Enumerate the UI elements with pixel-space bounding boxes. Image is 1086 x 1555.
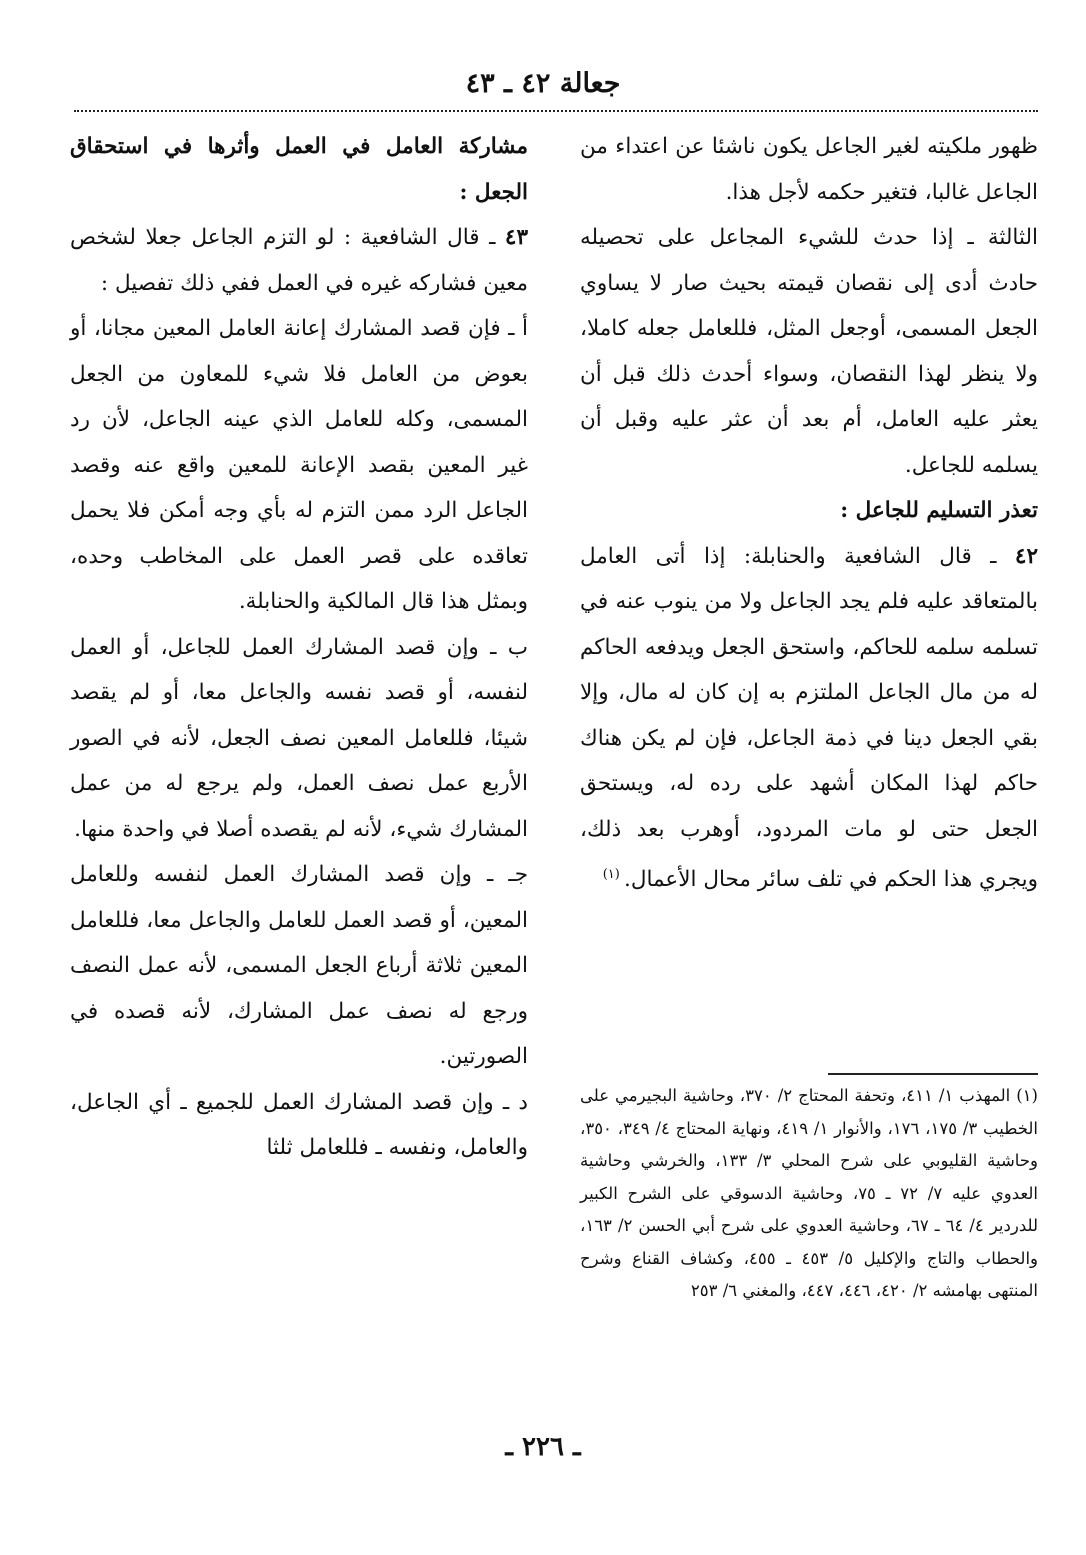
paragraph-number: ٤٣ bbox=[504, 225, 528, 250]
paragraph: جـ ـ وإن قصد المشارك العمل لنفسه وللعامل المعين، أو قصد العمل للعامل والجاعل معا، فللعامل المعين ثلاثة أرباع الجعل المسمى، لأنه عمل النصف ورجع له نصف عمل المشارك، لأنه قصده في الصورتين. bbox=[70, 862, 528, 1069]
right-column bbox=[580, 124, 1038, 903]
numbered-paragraph bbox=[70, 215, 528, 306]
paragraph: د ـ وإن قصد المشارك العمل للجميع ـ أي الجاعل، والعامل، ونفسه ـ فللعامل ثلثا bbox=[70, 1089, 528, 1160]
paragraph-text: ـ قال الشافعية والحنابلة: إذا أتى العامل بالمتعاقد عليه فلم يجد الجاعل ولا من ينوب عنه في تسلمه سلمه للحاكم، واستحق الجعل ويدفعه الحاكم له من مال الجاعل الملتزم به إن كان له مال، وإلا بقي الجعل دينا في ذمة الجاعل، فإن لم يكن هناك حاكم لهذا المكان أشهد على رده له، ويستحق الجعل حتى لو مات المردود، أوهرب بعد ذلك، ويجري هذا الحكم في تلف سائر محال الأعمال. bbox=[580, 543, 1038, 893]
paragraph bbox=[580, 215, 1038, 488]
section-heading: مشاركة العامل في العمل وأثرها في استحقاق الجعل : bbox=[70, 134, 528, 205]
paragraph-text: ـ قال الشافعية : لو التزم الجاعل جعلا لشخص معين فشاركه غيره في العمل ففي ذلك تفصيل : bbox=[70, 225, 528, 296]
footnote: (١) المهذب ١/ ٤١١، وتحفة المحتاج ٢/ ٣٧٠، وحاشية البجيرمي على الخطيب ٣/ ١٧٥، ١٧٦، والأنوار ١/ ٤١٩، ونهاية المحتاج ٤/ ٣٤٩، ٣٥٠، وحاشية القليوبي على شرح المحلي ٣/ ١٣٣، والخرشي وحاشية العدوي عليه ٧/ ٧٢ ـ ٧٥، وحاشية الدسوقي على الشرح الكبير للدردير ٤/ ٦٤ ـ ٦٧، وحاشية العدوي على شرح أبي الحسن ٢/ ١٦٣، والحطاب والتاج والإكليل ٥/ ٤٥٣ ـ ٤٥٥، وكشاف القناع وشرح المنتهى بهامشه ٢/ ٤٢٠، ٤٤٦، ٤٤٧، والمغني ٦/ ٢٥٣ bbox=[580, 1086, 1039, 1300]
paragraph-text: الثالثة ـ إذا حدث للشيء المجاعل على تحصيله حادث أدى إلى نقصان قيمته بحيث صار لا يساوي الجعل المسمى، أوجعل المثل، فللعامل جعله كاملا، ولا ينظر لهذا النقصان، وسواء أحدث ذلك قبل أن يعثر عليه العامل، أم بعد أن عثر عليه وقبل أن يسلمه للجاعل. bbox=[580, 225, 1038, 478]
running-header: جعالة ٤٢ ـ ٤٣ bbox=[465, 68, 621, 99]
header-dotted-rule bbox=[74, 110, 1038, 112]
section-heading: تعذر التسليم للجاعل : bbox=[840, 498, 1038, 523]
footnote-ref[interactable]: (١) bbox=[602, 867, 624, 882]
numbered-paragraph bbox=[580, 534, 1038, 903]
paragraph: ظهور ملكيته لغير الجاعل يكون ناشئا عن اعتداء من الجاعل غالبا، فتغير حكمه لأجل هذا. bbox=[580, 134, 1038, 205]
page-number: ـ ٢٢٦ ـ bbox=[505, 1432, 581, 1462]
left-column bbox=[70, 124, 528, 1171]
paragraph: ب ـ وإن قصد المشارك العمل للجاعل، أو العمل لنفسه، أو قصد نفسه والجاعل معا، أو لم يقصد شيئا، فللعامل المعين نصف الجعل، لأنه في الصور الأربع عمل نصف العمل، ولم يرجع له من عمل المشارك شيء، لأنه لم يقصده أصلا في واحدة منها. bbox=[70, 634, 528, 842]
paragraph: أ ـ فإن قصد المشارك إعانة العامل المعين مجانا، أو بعوض من العامل فلا شيء للمعاون من الجعل المسمى، وكله للعامل الذي عينه الجاعل، لأن رد غير المعين بقصد الإعانة للمعين واقع عنه وقصد الجاعل الرد ممن التزم له بأي وجه أمكن فلا يحمل تعاقده على قصر العمل على المخاطب وحده، وبمثل هذا قال المالكية والحنابلة. bbox=[70, 316, 528, 614]
footnote-rule bbox=[828, 1073, 1038, 1075]
paragraph-number: ٤٢ bbox=[1014, 543, 1038, 569]
